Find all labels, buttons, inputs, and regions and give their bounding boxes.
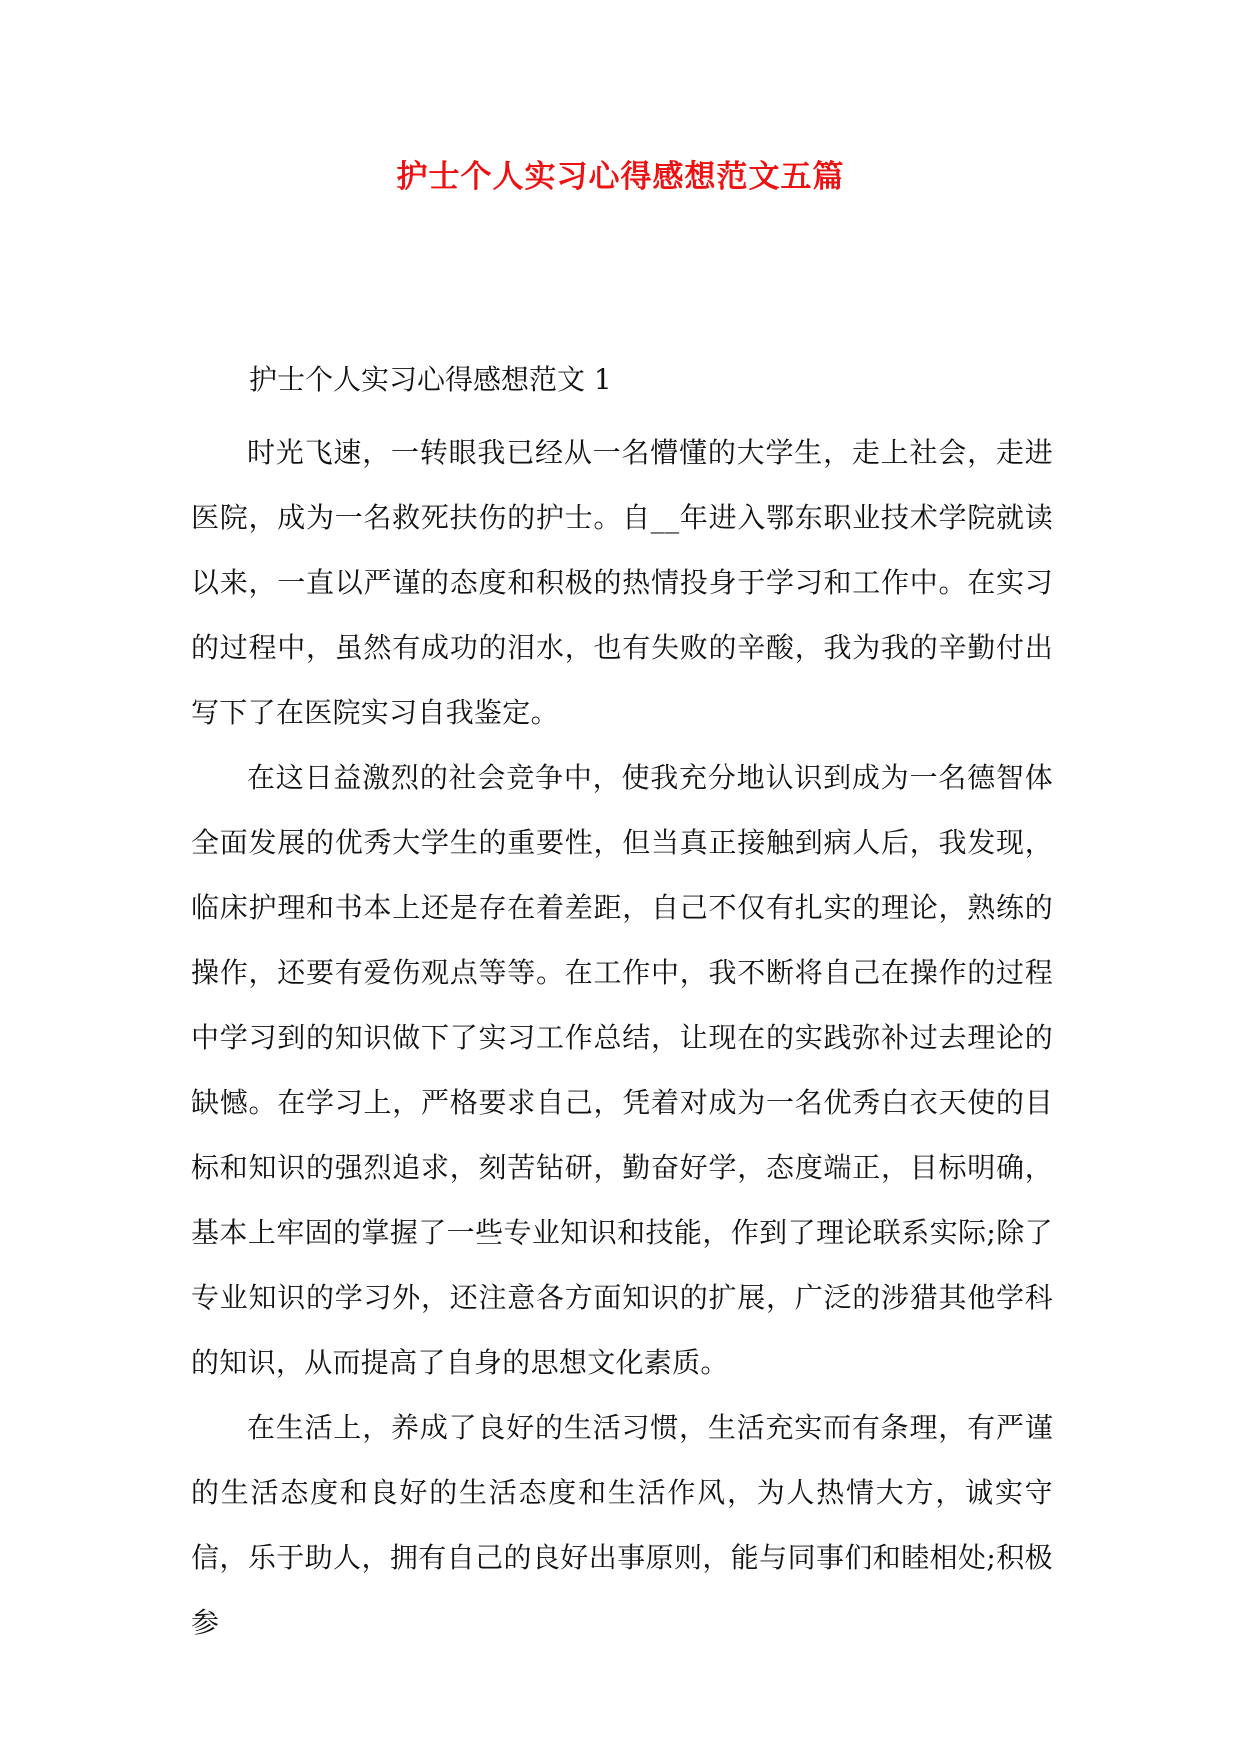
paragraph-2: 在这日益激烈的社会竞争中，使我充分地认识到成为一名德智体全面发展的优秀大学生的重要性，但当真正接触到病人后，我发现，临床护理和书本上还是存在着差距，自己不仅有扎实的理论，熟练的操作，还要有爱伤观点等等。在工作中，我不断将自己在操作的过程中学习到的知识做下了实习工作总结，让现在的实践弥补过去理论的缺憾。在学习上，严格要求自己，凭着对成为一名优秀白衣天使的目标和知识的强烈追求，刻苦钻研，勤奋好学，态度端正，目标明确，基本上牢固的掌握了一些专业知识和技能，作到了理论联系实际;除了专业知识的学习外，还注意各方面知识的扩展，广泛的涉猎其他学科的知识，从而提高了自身的思想文化素质。: [191, 761, 1053, 1379]
document-title: 护士个人实习心得感想范文五篇: [396, 159, 845, 195]
paragraph-1: 时光飞速，一转眼我已经从一名懵懂的大学生，走上社会，走进医院，成为一名救死扶伤的护士。自__年进入鄂东职业技术学院就读以来，一直以严谨的态度和积极的热情投身于学习和工作中。在实习的过程中，虽然有成功的泪水，也有失败的辛酸，我为我的辛勤付出写下了在医院实习自我鉴定。: [191, 436, 1053, 729]
paragraph-3: 在生活上，养成了良好的生活习惯，生活充实而有条理，有严谨的生活态度和良好的生活态度和生活作风，为人热情大方，诚实守信，乐于助人，拥有自己的良好出事原则，能与同事们和睦相处;积极参: [191, 1411, 1053, 1639]
body-text: [191, 420, 1053, 1655]
section-heading: 护士个人实习心得感想范文 1: [249, 363, 612, 396]
